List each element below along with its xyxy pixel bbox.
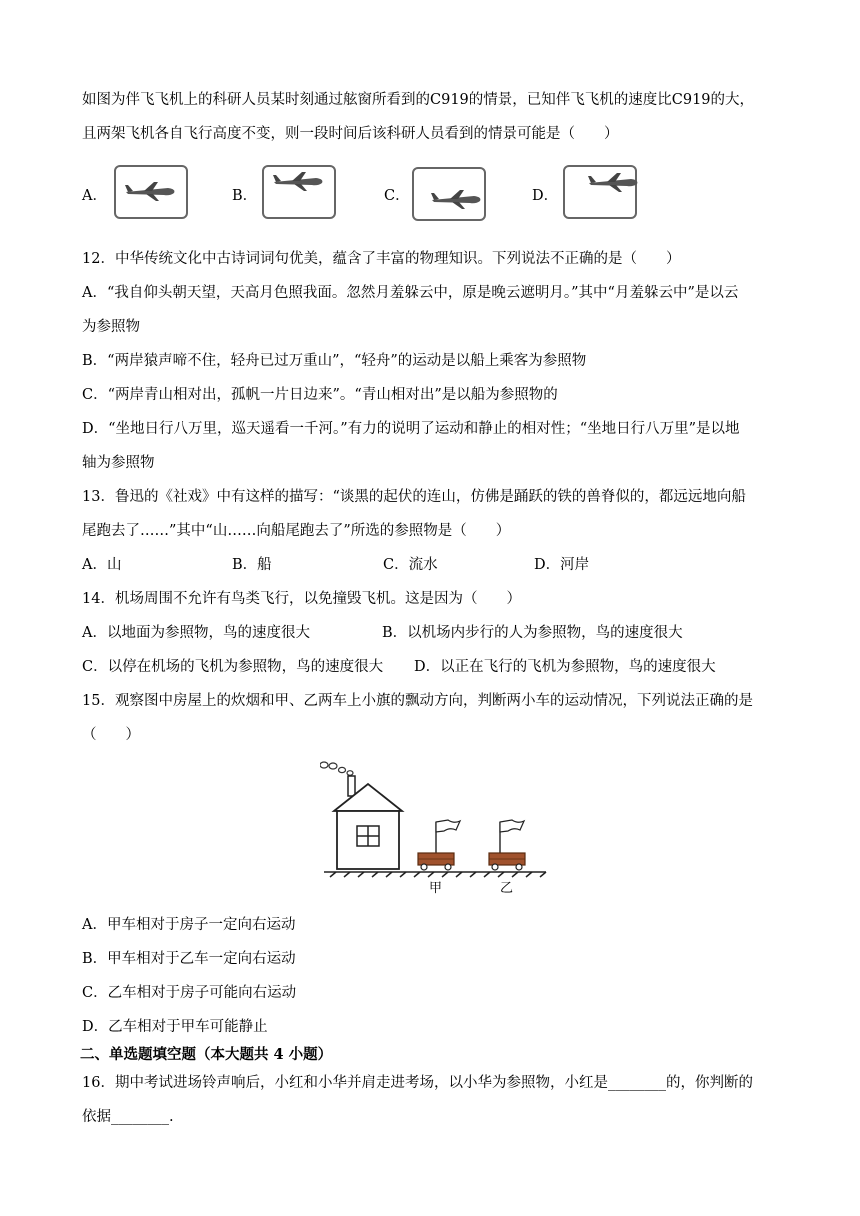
q14-option-b: B．以机场内步行的人为参照物，鸟的速度很大 [382,625,683,641]
cart-jia-icon [418,820,460,870]
cart-yi-label: 乙 [500,881,514,896]
q16-line2: 依据________. [82,1109,174,1125]
smoke-icon [320,762,353,775]
airplane-icon [587,170,641,196]
q12-option-a-line2: 为参照物 [82,319,140,335]
q11-option-c-label: C． [384,188,410,204]
airplane-icon [124,179,178,205]
q12-option-b: B．“两岸猿声啼不住，轻舟已过万重山”，“轻舟”的运动是以船上乘客为参照物 [82,353,587,369]
q11-option-a-label: A． [82,188,107,204]
q14-option-a: A．以地面为参照物，鸟的速度很大 [82,625,310,641]
q13-stem-line1: 13．鲁迅的《社戏》中有这样的描写：“谈黑的起伏的连山，仿佛是踊跃的铁的兽脊似的，都远远地向船 [82,489,746,505]
section-2-title: 二、单选题填空题（本大题共 4 小题） [80,1046,333,1063]
cart-jia-label: 甲 [429,881,443,896]
airplane-icon [272,169,326,195]
q11-option-d-label: D． [532,188,559,204]
q11-option-b-window [262,165,336,219]
q13-option-c: C．流水 [383,557,438,573]
q15-option-b: B．甲车相对于乙车一定向右运动 [82,951,296,967]
q12-option-a-line1: A．“我自仰头朝天望，天高月色照我面。忽然月羞躲云中，原是晚云遮明月。”其中“月羞躲云中”是以云 [82,285,739,301]
q11-option-c-window [412,167,486,221]
cart-yi-icon [489,820,525,870]
q12-stem: 12．中华传统文化中古诗词词句优美，蕴含了丰富的物理知识。下列说法不正确的是（ ） [82,251,681,267]
q14-option-d: D．以正在飞行的飞机为参照物，鸟的速度很大 [414,659,716,675]
q11-option-d-window [563,165,637,219]
q15-stem-line1: 15．观察图中房屋上的炊烟和甲、乙两车上小旗的飘动方向，判断两小车的运动情况，下列说法正确的是 [82,693,753,709]
q11-stem-line2: 且两架飞机各自飞行高度不变，则一段时间后该科研人员看到的情景可能是（ ） [82,126,619,142]
q13-option-a: A．山 [82,557,122,573]
q15-option-a: A．甲车相对于房子一定向右运动 [82,917,296,933]
q11-stem-line1: 如图为伴飞飞机上的科研人员某时刻通过舷窗所看到的C919的情景，已知伴飞飞机的速度比C919的大， [82,92,755,108]
q15-option-d: D．乙车相对于甲车可能静止 [82,1019,268,1035]
q15-option-c: C．乙车相对于房子可能向右运动 [82,985,297,1001]
q13-stem-line2: 尾跑去了……”其中“山……向船尾跑去了”所选的参照物是（ ） [82,523,511,539]
q14-option-c: C．以停在机场的飞机为参照物，鸟的速度很大 [82,659,384,675]
q13-option-b: B．船 [232,557,272,573]
q11-option-a-window [114,165,188,219]
chimney-icon [348,776,355,796]
q11-option-b-label: B． [232,188,258,204]
q15-stem-line2: （ ） [82,727,140,743]
q13-option-d: D．河岸 [534,557,590,573]
q16-line1: 16．期中考试进场铃声响后，小红和小华并肩走进考场，以小华为参照物，小红是________的，你判断的 [82,1075,753,1091]
ground-line [324,872,546,877]
q14-stem: 14．机场周围不允许有鸟类飞行，以免撞毁飞机。这是因为（ ） [82,591,521,607]
q12-option-d-line1: D．“坐地日行八万里，巡天遥看一千河。”有力的说明了运动和静止的相对性；“坐地日行八万里”是以地 [82,421,740,437]
q12-option-d-line2: 轴为参照物 [82,455,155,471]
q12-option-c: C．“两岸青山相对出，孤帆一片日边来”。“青山相对出”是以船为参照物的 [82,387,558,403]
house-roof-icon [334,784,402,811]
airplane-icon [430,187,484,213]
